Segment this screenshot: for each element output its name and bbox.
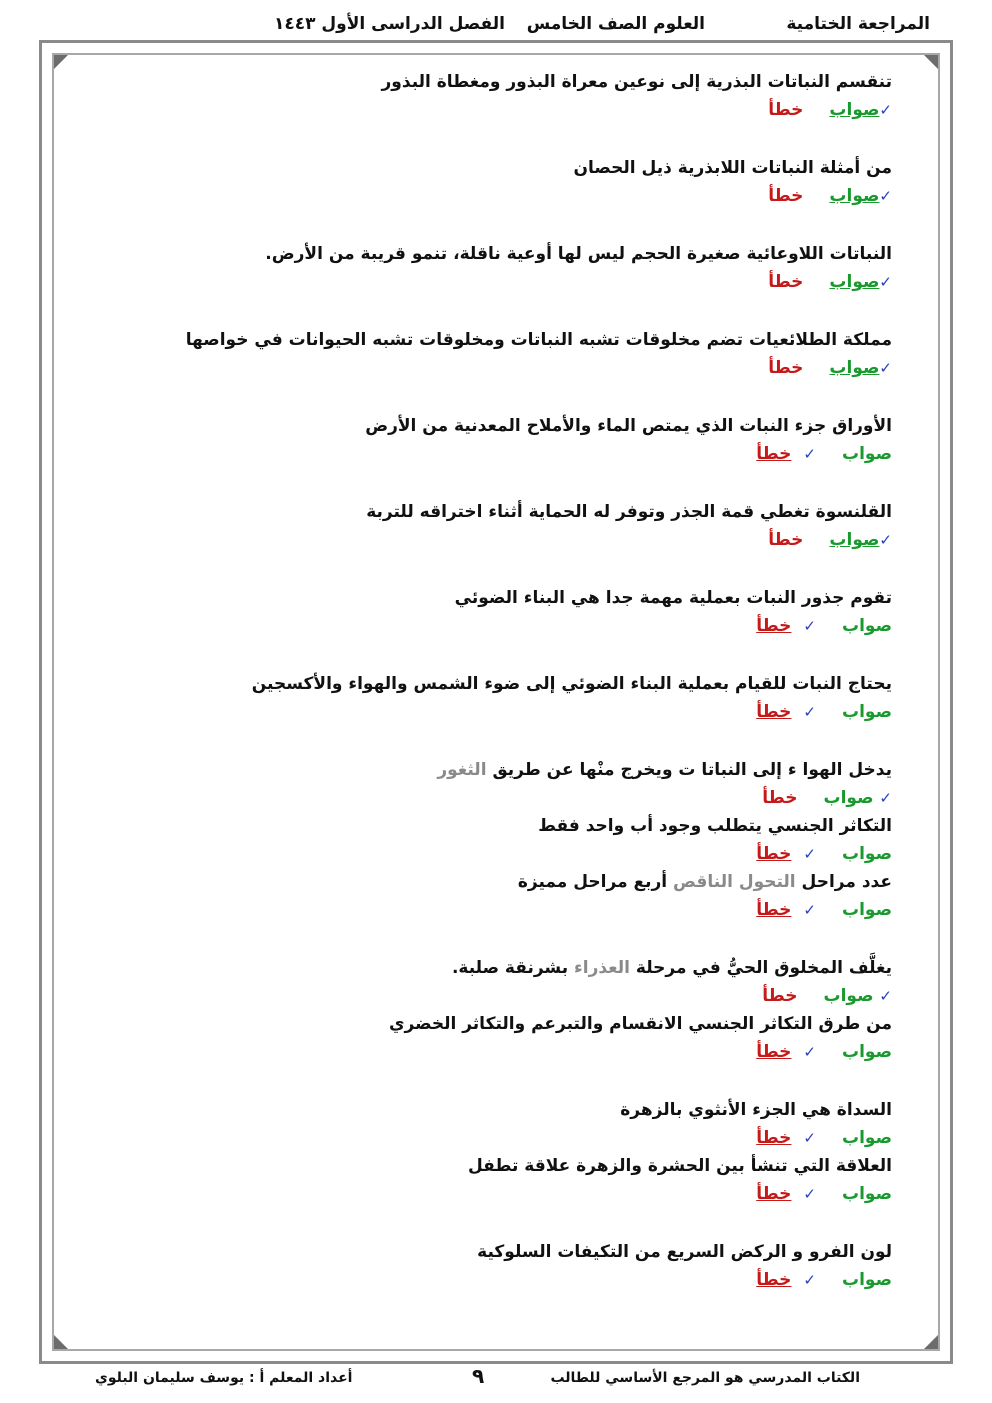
answer-row	[172, 1124, 892, 1152]
question-statement	[172, 670, 892, 698]
question-statement	[172, 868, 892, 896]
statement-text: من طرق التكاثر الجنسي الانقسام والتبرعم والتكاثر الخضري	[388, 1014, 892, 1034]
option-wrong[interactable]: خطأ	[756, 844, 792, 864]
statement-highlight: التحول الناقص	[673, 872, 796, 892]
statement-text: الأوراق جزء النبات الذي يمتص الماء والأملاح المعدنية من الأرض	[365, 416, 892, 436]
statement-text: العلاقة التي تنشأ بين الحشرة والزهرة علاقة تطفل	[468, 1156, 892, 1176]
answer-row	[172, 840, 892, 868]
corner-ornament-bottom-left	[54, 1335, 68, 1349]
check-icon: ✓	[803, 1043, 816, 1061]
option-correct[interactable]: صواب	[823, 788, 874, 808]
statement-text: تقوم جذور النبات بعملية مهمة جدا هي البناء الضوئي	[454, 588, 892, 608]
statement-text: بشرنقة صلبة.	[451, 958, 575, 978]
option-correct[interactable]: صواب	[829, 272, 880, 292]
question-statement	[172, 68, 892, 96]
question-statement	[172, 154, 892, 182]
option-wrong[interactable]: خطأ	[768, 272, 804, 292]
statement-text: مملكة الطلائعيات تضم مخلوقات تشبه النباتات ومخلوقات تشبه الحيوانات في خواصها	[185, 330, 892, 350]
check-icon: ✓	[879, 187, 892, 205]
statement-text: لون الفرو و الركض السريع من التكيفات السلوكية	[477, 1242, 892, 1262]
check-icon: ✓	[803, 703, 816, 721]
statement-text: أربع مراحل مميزة	[517, 872, 674, 892]
option-wrong[interactable]: خطأ	[756, 702, 792, 722]
option-correct[interactable]: صواب	[842, 444, 892, 464]
answer-row	[172, 982, 892, 1010]
questions-list	[172, 68, 892, 1324]
check-icon: ✓	[803, 1271, 816, 1289]
answer-row	[172, 612, 892, 640]
option-wrong[interactable]: خطأ	[768, 186, 804, 206]
answer-row	[172, 896, 892, 924]
option-wrong[interactable]: خطأ	[756, 444, 792, 464]
statement-text: يحتاج النبات للقيام بعملية البناء الضوئي إلى ضوء الشمس والهواء والأكسجين	[251, 674, 892, 694]
question-statement	[172, 756, 892, 784]
answer-row	[172, 182, 892, 210]
statement-text: عدد مراحل	[795, 872, 892, 892]
option-correct[interactable]: صواب	[829, 100, 880, 120]
answer-row	[172, 784, 892, 812]
option-correct[interactable]: صواب	[823, 986, 874, 1006]
answer-row	[172, 440, 892, 468]
statement-text: السداة هي الجزء الأنثوي بالزهرة	[620, 1100, 892, 1120]
question-spacer	[172, 640, 892, 670]
option-wrong[interactable]: خطأ	[768, 358, 804, 378]
check-icon: ✓	[803, 1129, 816, 1147]
answer-row	[172, 354, 892, 382]
answer-row	[172, 1038, 892, 1066]
answer-row	[172, 1266, 892, 1294]
option-wrong[interactable]: خطأ	[762, 986, 798, 1006]
question-statement	[172, 240, 892, 268]
check-icon: ✓	[803, 445, 816, 463]
statement-text: تنقسم النباتات البذرية إلى نوعين معراة البذور ومغطاة البذور	[381, 72, 892, 92]
check-icon: ✓	[803, 1185, 816, 1203]
corner-ornament-top-right	[924, 55, 938, 69]
question-spacer	[172, 1294, 892, 1324]
option-correct[interactable]: صواب	[829, 530, 880, 550]
answer-row	[172, 526, 892, 554]
question-statement	[172, 812, 892, 840]
option-wrong[interactable]: خطأ	[756, 1042, 792, 1062]
check-icon: ✓	[879, 359, 892, 377]
check-icon: ✓	[879, 531, 892, 549]
page-number: ٩	[472, 1364, 485, 1388]
option-correct[interactable]: صواب	[842, 1184, 892, 1204]
question-spacer	[172, 726, 892, 756]
statement-text: القلنسوة تغطي قمة الجذر وتوفر له الحماية أثناء اختراقه للتربة	[366, 502, 892, 522]
question-spacer	[172, 1066, 892, 1096]
question-statement	[172, 584, 892, 612]
option-correct[interactable]: صواب	[842, 1270, 892, 1290]
question-statement	[172, 326, 892, 354]
option-wrong[interactable]: خطأ	[768, 530, 804, 550]
option-wrong[interactable]: خطأ	[756, 1128, 792, 1148]
check-icon: ✓	[879, 273, 892, 291]
option-correct[interactable]: صواب	[842, 702, 892, 722]
footer-reference-note: الكتاب المدرسي هو المرجع الأساسي للطالب	[550, 1370, 860, 1386]
answer-row	[172, 96, 892, 124]
corner-ornament-bottom-right	[924, 1335, 938, 1349]
question-statement	[172, 412, 892, 440]
question-statement	[172, 1238, 892, 1266]
statement-text: يغلَّف المخلوق الحيُّ في مرحلة	[629, 958, 892, 978]
header-subject: العلوم الصف الخامس	[526, 14, 705, 34]
question-spacer	[172, 468, 892, 498]
question-statement	[172, 498, 892, 526]
option-correct[interactable]: صواب	[842, 900, 892, 920]
answer-row	[172, 268, 892, 296]
question-statement	[172, 954, 892, 982]
option-wrong[interactable]: خطأ	[756, 1270, 792, 1290]
check-icon: ✓	[803, 617, 816, 635]
check-icon: ✓	[879, 987, 892, 1005]
check-icon: ✓	[803, 845, 816, 863]
question-spacer	[172, 296, 892, 326]
answer-row	[172, 1180, 892, 1208]
statement-highlight: الثغور	[437, 760, 487, 780]
page-header	[60, 6, 930, 40]
option-wrong[interactable]: خطأ	[756, 900, 792, 920]
question-spacer	[172, 382, 892, 412]
question-spacer	[172, 1208, 892, 1238]
question-spacer	[172, 124, 892, 154]
statement-text: التكاثر الجنسي يتطلب وجود أب واحد فقط	[538, 816, 892, 836]
statement-text: النباتات اللاوعائية صغيرة الحجم ليس لها أوعية ناقلة، تنمو قريبة من الأرض.	[265, 244, 892, 264]
question-spacer	[172, 924, 892, 954]
question-spacer	[172, 210, 892, 240]
option-correct[interactable]: صواب	[842, 1128, 892, 1148]
option-correct[interactable]: صواب	[829, 186, 880, 206]
check-icon: ✓	[803, 901, 816, 919]
page-footer	[60, 1366, 930, 1396]
statement-text: يدخل الهوا ء إلى النباتا ت ويخرج منْها عن طريق	[486, 760, 892, 780]
option-correct[interactable]: صواب	[829, 358, 880, 378]
statement-highlight: العذراء	[574, 958, 630, 978]
question-statement	[172, 1010, 892, 1038]
option-wrong[interactable]: خطأ	[756, 616, 792, 636]
corner-ornament-top-left	[54, 55, 68, 69]
option-wrong[interactable]: خطأ	[762, 788, 798, 808]
option-correct[interactable]: صواب	[842, 1042, 892, 1062]
question-spacer	[172, 554, 892, 584]
question-statement	[172, 1152, 892, 1180]
option-wrong[interactable]: خطأ	[756, 1184, 792, 1204]
header-term: الفصل الدراسى الأول ١٤٤٣	[273, 14, 505, 34]
answer-row	[172, 698, 892, 726]
option-wrong[interactable]: خطأ	[768, 100, 804, 120]
question-statement	[172, 1096, 892, 1124]
check-icon: ✓	[879, 101, 892, 119]
option-correct[interactable]: صواب	[842, 844, 892, 864]
option-correct[interactable]: صواب	[842, 616, 892, 636]
statement-text: من أمثلة النباتات اللابذرية ذيل الحصان	[573, 158, 892, 178]
footer-author: أعداد المعلم أ : يوسف سليمان البلوي	[95, 1370, 353, 1386]
header-review-title: المراجعة الختامية	[786, 14, 930, 34]
check-icon: ✓	[879, 789, 892, 807]
